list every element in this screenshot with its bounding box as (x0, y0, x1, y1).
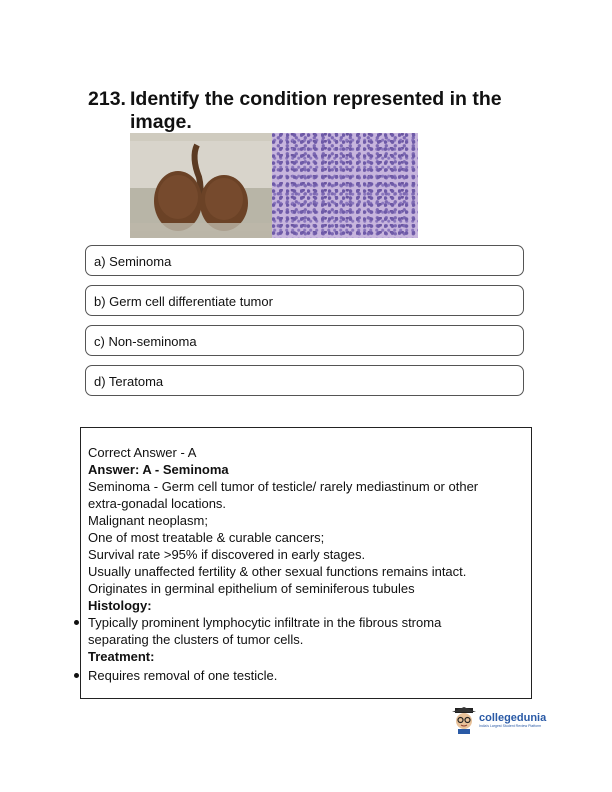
answer-box (80, 427, 532, 699)
gross-specimen-photo (130, 133, 272, 238)
correct-answer-line: Correct Answer - A (88, 445, 197, 460)
answer-line: extra-gonadal locations. (88, 496, 227, 511)
question-number: 213. (88, 88, 126, 110)
option-d[interactable]: d) Teratoma (85, 365, 524, 396)
histology-heading: Histology: (88, 598, 152, 613)
logo-tagline: India's Largest Student Review Platform (479, 723, 542, 728)
bullet-icon (74, 673, 79, 678)
logo-name: collegedunia (479, 711, 547, 724)
histology-micrograph (272, 133, 418, 238)
answer-line: One of most treatable & curable cancers; (88, 530, 325, 545)
option-c[interactable]: c) Non-seminoma (85, 325, 524, 356)
answer-line: Seminoma - Germ cell tumor of testicle/ rarely mediastinum or other (88, 479, 479, 494)
question-image (130, 133, 418, 238)
collegedunia-logo (452, 705, 562, 735)
answer-line: Malignant neoplasm; (88, 513, 208, 528)
option-a[interactable]: a) Seminoma (85, 245, 524, 276)
answer-line: Originates in germinal epithelium of seminiferous tubules (88, 581, 415, 596)
histology-line: Typically prominent lymphocytic infiltrate in the fibrous stroma (88, 615, 442, 630)
answer-line: Survival rate >95% if discovered in early stages. (88, 547, 366, 562)
bullet-icon (74, 620, 79, 625)
histology-line: separating the clusters of tumor cells. (88, 632, 304, 647)
treatment-heading: Treatment: (88, 649, 155, 664)
question-text: Identify the condition represented in the image. (130, 88, 502, 133)
treatment-line: Requires removal of one testicle. (88, 668, 278, 683)
specimen-svg (130, 133, 272, 238)
option-b[interactable]: b) Germ cell differentiate tumor (85, 285, 524, 316)
answer-heading: Answer: A - Seminoma (88, 462, 229, 477)
answer-line: Usually unaffected fertility & other sexual functions remains intact. (88, 564, 467, 579)
mascot-icon (452, 706, 476, 734)
